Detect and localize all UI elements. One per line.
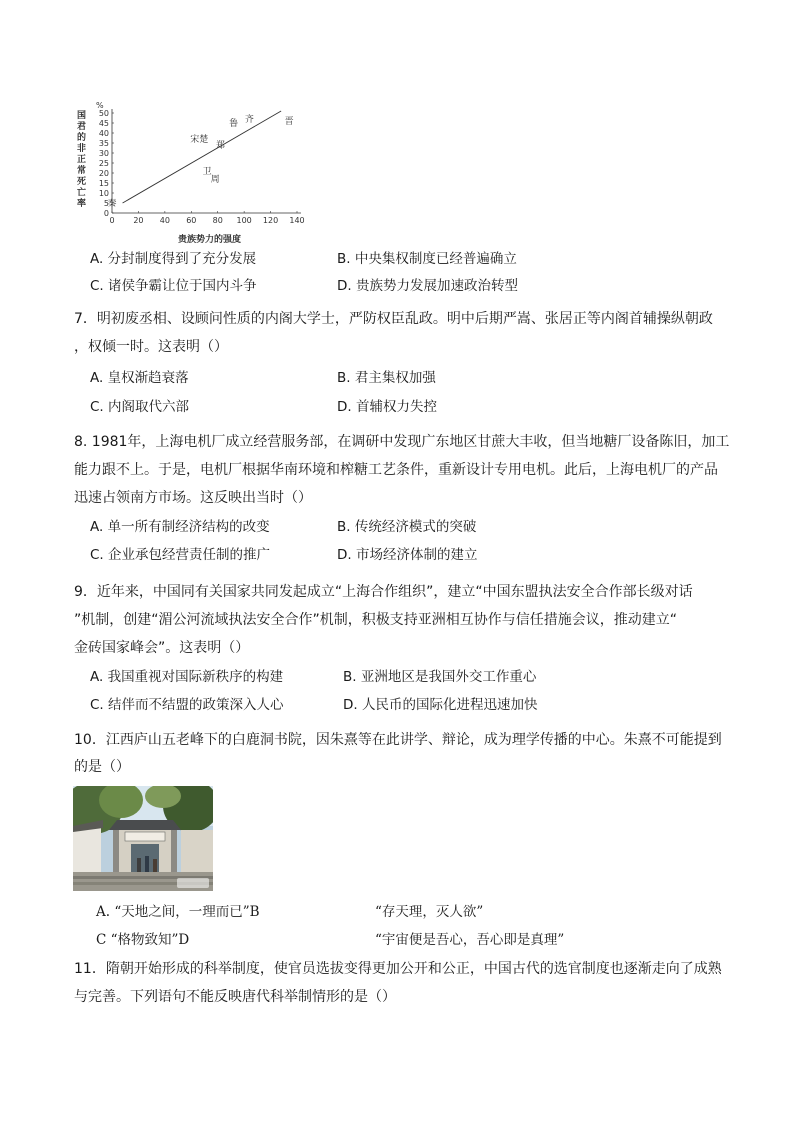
chart-y-label-char: 国	[77, 111, 87, 121]
chart-x-label: 贵族势力的强度	[178, 235, 242, 245]
chart-point-label: 秦	[107, 199, 117, 209]
q10-option-d[interactable]: “宇宙便是吾心，吾心即是真理”	[375, 932, 565, 948]
chart-y-tick-label: 45	[98, 119, 109, 128]
chart-y-tick-label: 20	[98, 169, 109, 178]
q8-stem-line2: 能力跟不上。于是，电机厂根据华南环境和榨糖工艺条件，重新设计专用电机。此后，上海电机厂的产品	[74, 462, 718, 478]
chart-y-label-char: 死	[77, 177, 87, 187]
chart-point-label: 卫	[202, 167, 212, 177]
chart-x-tick-label: 0	[109, 216, 115, 225]
chart-y-tick-label: 35	[98, 139, 109, 148]
chart-y-tick-label: 40	[98, 129, 109, 138]
chart-x-tick-label: 140	[289, 216, 305, 225]
death-rate-chart	[70, 98, 315, 248]
chart-point-label: 鲁	[229, 119, 239, 129]
q6-option-c[interactable]: C. 诸侯争霸让位于国内斗争	[90, 278, 257, 294]
q11-stem-line2: 与完善。下列语句不能反映唐代科举制情形的是（）	[74, 989, 396, 1005]
q11-stem-line1: 11．隋朝开始形成的科举制度，使官员选拔变得更加公开和公正，中国古代的选官制度也逐渐走向了成熟	[74, 961, 722, 977]
chart-trend-line	[123, 111, 282, 203]
q9-option-a[interactable]: A. 我国重视对国际新秩序的构建	[90, 669, 284, 685]
q10-option-a[interactable]: A. “天地之间，一理而已”B	[96, 904, 260, 920]
chart-y-tick-label: 5	[103, 199, 109, 208]
q7-option-d[interactable]: D. 首辅权力失控	[337, 399, 437, 415]
q7-stem-line2: ，权倾一时。这表明（）	[74, 339, 228, 355]
academy-gate-photo	[73, 786, 213, 891]
q8-option-d[interactable]: D. 市场经济体制的建立	[337, 547, 478, 563]
chart-x-tick-label: 20	[133, 216, 144, 225]
chart-y-tick-label: 25	[98, 159, 109, 168]
chart-x-tick-label: 40	[159, 216, 170, 225]
q6-option-a[interactable]: A. 分封制度得到了充分发展	[90, 251, 257, 267]
chart-point-label: 郑	[215, 141, 225, 151]
chart-y-label-char: 亡	[77, 188, 87, 198]
q8-option-b[interactable]: B. 传统经济模式的突破	[337, 519, 477, 535]
q7-option-b[interactable]: B. 君主集权加强	[337, 370, 436, 386]
chart-y-label-char: 常	[77, 166, 87, 176]
q10-stem-line2: 的是（）	[74, 759, 130, 775]
chart-x-tick-label: 80	[212, 216, 223, 225]
chart-y-label-char: 正	[77, 155, 87, 165]
chart-y-unit: %	[96, 101, 104, 110]
chart-point-label: 宋楚	[190, 135, 209, 145]
q8-option-c[interactable]: C. 企业承包经营责任制的推广	[90, 547, 271, 563]
q8-option-a[interactable]: A. 单一所有制经济结构的改变	[90, 519, 270, 535]
q9-stem-line3: 金砖国家峰会”。这表明（）	[74, 640, 250, 656]
q9-option-c[interactable]: C. 结伴而不结盟的政策深入人心	[90, 697, 284, 713]
chart-y-tick-label: 15	[98, 179, 109, 188]
chart-x-tick-label: 60	[186, 216, 197, 225]
q7-stem-line1: 7．明初废丞相、设顾问性质的内阁大学士，严防权臣乱政。明中后期严嵩、张居正等内阁首辅操纵朝政	[74, 311, 713, 327]
chart-y-label-char: 非	[77, 144, 87, 154]
q9-stem-line2: ”机制，创建“湄公河流域执法安全合作”机制，积极支持亚洲相互协作与信任措施会议，推动建立“	[74, 612, 678, 628]
chart-marks	[107, 111, 293, 209]
chart-y-label	[77, 109, 86, 209]
chart-point-label: 周	[210, 175, 220, 185]
q10-stem-line1: 10．江西庐山五老峰下的白鹿洞书院，因朱熹等在此讲学、辩论，成为理学传播的中心。朱熹不可能提到	[74, 732, 722, 748]
chart-x-tick-label: 100	[236, 216, 252, 225]
q8-stem-line1: 8. 1981年，上海电机厂成立经营服务部，在调研中发现广东地区甘蔗大丰收，但当地糖厂设备陈旧，加工	[74, 434, 730, 450]
chart-y-label-char: 君	[77, 122, 87, 132]
q10-option-c[interactable]: C “格物致知”D	[96, 932, 190, 948]
q7-option-c[interactable]: C. 内阁取代六部	[90, 399, 190, 415]
q10-option-b[interactable]: “存天理，灭人欲”	[375, 904, 484, 920]
chart-x-tick-label: 120	[262, 216, 279, 225]
q9-option-d[interactable]: D. 人民币的国际化进程迅速加快	[343, 697, 538, 713]
chart-point-label: 晋	[284, 117, 294, 127]
chart-point-label: 齐	[244, 115, 254, 125]
chart-y-tick-label: 10	[98, 189, 109, 198]
chart-y-tick-label: 0	[103, 209, 109, 218]
chart-y-tick-label: 50	[98, 109, 109, 118]
q6-option-b[interactable]: B. 中央集权制度已经普遍确立	[337, 251, 517, 267]
q9-option-b[interactable]: B. 亚洲地区是我国外交工作重心	[343, 669, 537, 685]
chart-y-tick-label: 30	[98, 149, 109, 158]
q7-option-a[interactable]: A. 皇权渐趋衰落	[90, 370, 189, 386]
q8-stem-line3: 迅速占领南方市场。这反映出当时（）	[74, 490, 312, 506]
q9-stem-line1: 9．近年来，中国同有关国家共同发起成立“上海合作组织”，建立“中国东盟执法安全合作部长级对话	[74, 584, 693, 600]
q6-option-d[interactable]: D. 贵族势力发展加速政治转型	[337, 278, 518, 294]
chart-y-label-char: 的	[77, 133, 87, 143]
chart-y-label-char: 率	[77, 199, 87, 209]
